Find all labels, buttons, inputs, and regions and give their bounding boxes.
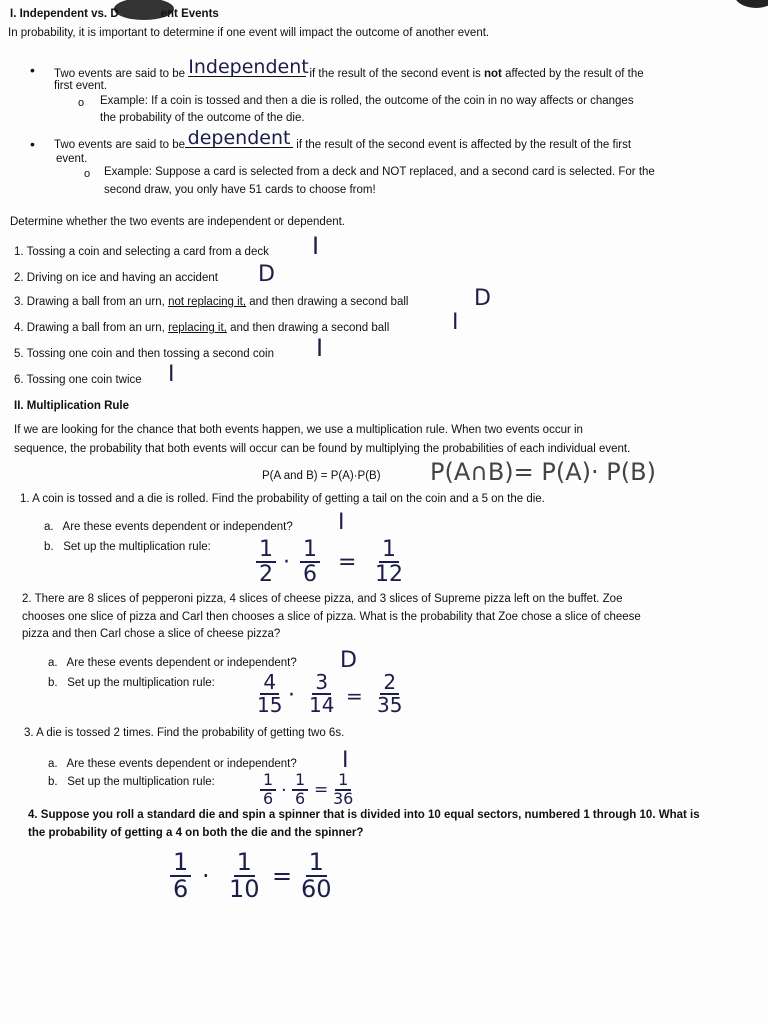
bullet1-line1	[54, 56, 644, 81]
item-text: 2. Driving on ice and having an accident	[14, 272, 218, 284]
numerator: 1	[256, 538, 276, 563]
multiply-dot: ·	[288, 683, 295, 708]
numerator: 1	[379, 538, 399, 563]
denominator: 36	[333, 788, 354, 808]
numerator: 1	[292, 772, 308, 791]
denominator: 6	[173, 875, 189, 904]
denominator: 2	[259, 562, 273, 588]
problem3-text: 3. A die is tossed 2 times. Find the probability of getting two 6s.	[24, 727, 345, 739]
problem3-a	[48, 758, 297, 770]
denominator: 15	[257, 693, 283, 717]
fraction	[226, 850, 263, 902]
section2-para-line2: sequence, the probability that both events will occur can be found by multiplying the probabilities of each individual event.	[14, 443, 631, 455]
bullet1-line2: first event.	[54, 80, 108, 92]
label-a: a.	[48, 758, 58, 770]
denominator: 10	[229, 875, 260, 904]
question-rule: Set up the multiplication rule:	[67, 776, 215, 788]
heading-left: I. Independent vs. D	[10, 8, 119, 20]
problem1-answer-a: I	[338, 510, 345, 535]
determine-item	[14, 374, 142, 386]
rule-handwritten: P(A∩B)= P(A)· P(B)	[430, 458, 656, 486]
example2-line1: Example: Suppose a card is selected from a deck and NOT replaced, and a second card is selected. For the	[104, 166, 655, 178]
corner-mark	[734, 0, 768, 8]
item-answer: I	[168, 362, 175, 387]
determine-item	[14, 322, 389, 334]
determine-item	[14, 296, 408, 308]
bullet1-not: not	[484, 68, 502, 80]
item-text-post: and then drawing a second ball	[249, 296, 409, 308]
label-b: b.	[48, 677, 58, 689]
multiply-dot: ·	[283, 550, 290, 575]
problem1-b	[44, 541, 211, 553]
problem2-b	[48, 677, 215, 689]
fraction	[170, 850, 191, 902]
bullet2-post: if the result of the second event is affected by the result of the first	[296, 139, 632, 151]
determine-item	[14, 246, 269, 258]
numerator: 1	[170, 850, 191, 877]
multiply-dot: ·	[281, 780, 287, 801]
denominator: 6	[303, 562, 317, 588]
question-rule: Set up the multiplication rule:	[63, 541, 211, 553]
example1-line1: Example: If a coin is tossed and then a die is rolled, the outcome of the coin in no way affects or changes	[100, 95, 634, 107]
numerator: 3	[312, 672, 331, 695]
problem4-line2: the probability of getting a 4 on both the die and the spinner?	[28, 827, 364, 839]
problem4-line1: 4. Suppose you roll a standard die and spin a spinner that is divided into 10 equal sectors, numbered 1 through 10. What is	[28, 809, 700, 821]
fraction	[306, 672, 337, 716]
sub-bullet: o	[78, 97, 85, 109]
heading-right: ent Events	[160, 8, 219, 20]
question-dep: Are these events dependent or independent?	[62, 521, 293, 533]
bullet1-pre: Two events are said to be	[54, 68, 186, 80]
problem2-answer-a: D	[340, 648, 357, 673]
bullet-dot: •	[30, 62, 35, 78]
bullet2-pre: Two events are said to be	[54, 139, 186, 151]
problem3-answer-a: I	[342, 748, 349, 773]
numerator: 1	[335, 772, 351, 791]
determine-item	[14, 348, 274, 360]
numerator: 2	[380, 672, 399, 695]
bullet2-line1	[54, 127, 632, 152]
fraction	[292, 772, 308, 808]
label-a: a.	[48, 657, 58, 669]
denominator: 14	[309, 693, 335, 717]
bullet1-answer: Independent	[188, 56, 309, 78]
fraction	[260, 772, 276, 808]
item-text: 6. Tossing one coin twice	[14, 374, 142, 386]
equals-sign: =	[346, 684, 363, 708]
equals-sign: =	[338, 550, 357, 575]
fraction	[374, 672, 405, 716]
fraction	[330, 772, 356, 808]
label-a: a.	[44, 521, 54, 533]
bullet2-answer: dependent	[185, 129, 293, 148]
item-text-pre: 4. Drawing a ball from an urn,	[14, 322, 165, 334]
question-dep: Are these events dependent or independent?	[66, 657, 297, 669]
multiplication-rule: P(A and B) = P(A)·P(B)	[262, 470, 381, 482]
fraction	[300, 538, 320, 586]
item-text-pre: 3. Drawing a ball from an urn,	[14, 296, 165, 308]
bullet2-line2: event.	[56, 153, 88, 165]
item-answer: I	[316, 334, 324, 362]
problem1-a	[44, 521, 293, 533]
denominator: 6	[263, 788, 274, 808]
item-text-underlined: replacing it,	[168, 322, 227, 334]
fraction	[298, 850, 335, 902]
label-b: b.	[48, 776, 58, 788]
numerator: 1	[260, 772, 276, 791]
intro-text: In probability, it is important to determine if one event will impact the outcome of another event.	[8, 27, 490, 39]
item-text: 1. Tossing a coin and selecting a card from a deck	[14, 246, 269, 258]
denominator: 60	[301, 875, 332, 904]
item-text-underlined: not replacing it,	[168, 296, 247, 308]
denominator: 35	[377, 693, 403, 717]
item-text: 5. Tossing one coin and then tossing a second coin	[14, 348, 274, 360]
sub-bullet: o	[84, 168, 91, 180]
problem2-line1: 2. There are 8 slices of pepperoni pizza, 4 slices of cheese pizza, and 3 slices of Supreme pizza left on the buffet. Zoe	[22, 593, 623, 605]
problem2-line2: chooses one slice of pizza and Carl then chooses a slice of pizza. What is the probability that Zoe chose a slice of cheese	[22, 611, 641, 623]
item-answer: I	[452, 310, 459, 335]
section1-heading	[10, 8, 219, 20]
section2-heading: II. Multiplication Rule	[14, 400, 129, 412]
bullet-dot: •	[30, 136, 35, 152]
numerator: 1	[234, 850, 255, 877]
denominator: 6	[295, 788, 306, 808]
question-dep: Are these events dependent or independent?	[66, 758, 297, 770]
fraction	[256, 538, 276, 586]
numerator: 1	[300, 538, 320, 563]
problem3-b	[48, 776, 215, 788]
numerator: 4	[260, 672, 279, 695]
item-answer: D	[258, 262, 275, 287]
equals-sign: =	[314, 780, 329, 800]
item-answer: D	[474, 286, 491, 311]
problem1-text: 1. A coin is tossed and a die is rolled. Find the probability of getting a tail on the coin and a 5 on the die.	[20, 493, 545, 505]
question-rule: Set up the multiplication rule:	[67, 677, 215, 689]
problem2-a	[48, 657, 297, 669]
multiply-dot: ·	[202, 862, 210, 890]
item-answer: I	[312, 232, 320, 260]
determine-item	[14, 272, 218, 284]
numerator: 1	[306, 850, 327, 877]
item-text-post: and then drawing a second ball	[230, 322, 390, 334]
fraction	[254, 672, 285, 716]
section2-para-line1: If we are looking for the chance that both events happen, we use a multiplication rule. When two events occur in	[14, 424, 583, 436]
problem2-line3: pizza and then Carl chose a slice of cheese pizza?	[22, 628, 281, 640]
determine-prompt: Determine whether the two events are independent or dependent.	[10, 216, 345, 228]
bullet1-post2: affected by the result of the	[505, 68, 644, 80]
bullet1-post: if the result of the second event is	[309, 68, 481, 80]
label-b: b.	[44, 541, 54, 553]
denominator: 12	[375, 562, 403, 588]
example1-line2: the probability of the outcome of the die.	[100, 112, 305, 124]
equals-sign: =	[272, 862, 293, 890]
example2-line2: second draw, you only have 51 cards to choose from!	[104, 184, 376, 196]
fraction	[372, 538, 406, 586]
